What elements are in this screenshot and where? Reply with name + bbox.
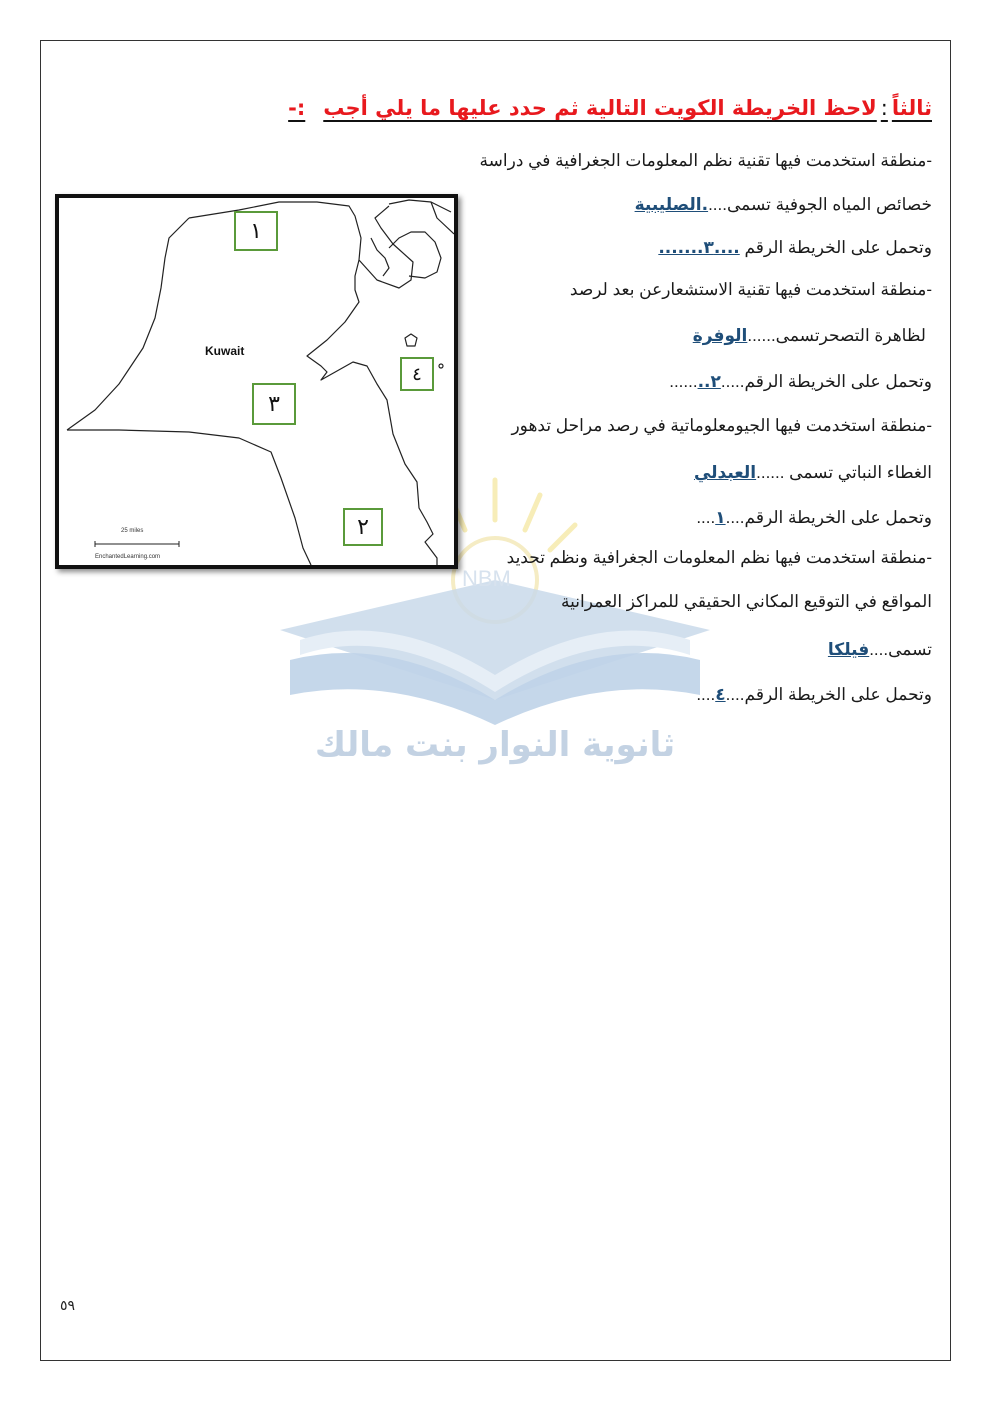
q2-line3-text: وتحمل على الخريطة الرقم..... bbox=[720, 372, 932, 391]
q1-answer-name: .الصليبية bbox=[634, 195, 709, 215]
q3-line3 bbox=[696, 508, 932, 528]
q3-answer-name: العبدلي bbox=[693, 463, 757, 483]
q4-answer-number: ٤ bbox=[715, 685, 726, 705]
watermark-nbm-text: NBM bbox=[462, 566, 511, 591]
q2-answer-number: ٢.. bbox=[697, 372, 721, 392]
q3-line3-text: وتحمل على الخريطة الرقم.... bbox=[725, 508, 932, 527]
q4-line3-text: وتحمل على الخريطة الرقم.... bbox=[725, 685, 932, 704]
map-marker-4: ٤ bbox=[400, 357, 434, 391]
map-country-label: Kuwait bbox=[205, 344, 245, 358]
q2-line3-tail: ...... bbox=[669, 372, 698, 391]
q4-line1: -منطقة استخدمت فيها نظم المعلومات الجغرافية ونظم تحديد bbox=[506, 548, 932, 567]
q4-line2 bbox=[828, 640, 932, 660]
map-marker-3: ٣ bbox=[252, 383, 296, 425]
q3-line2 bbox=[694, 463, 932, 483]
title-prefix: ثالثاً bbox=[891, 96, 932, 120]
q1-line1: -منطقة استخدمت فيها تقنية نظم المعلومات الجغرافية في دراسة bbox=[479, 151, 932, 170]
q1-line3 bbox=[658, 238, 932, 258]
q4-answer-name: فيلكا bbox=[827, 640, 870, 660]
q1-line2 bbox=[635, 195, 932, 215]
map-scale-label: 25 miles bbox=[121, 528, 144, 534]
q4-line3-tail: .... bbox=[696, 685, 716, 704]
q4-line3 bbox=[696, 685, 932, 705]
title-separator: : bbox=[880, 96, 888, 120]
map-marker-2: ٢ bbox=[343, 508, 383, 546]
q1-line3-text: وتحمل على الخريطة الرقم bbox=[739, 238, 932, 257]
q3-line3-tail: .... bbox=[696, 508, 716, 527]
q3-line1: -منطقة استخدمت فيها الجيومعلوماتية في رصد مراحل تدهور bbox=[511, 416, 932, 435]
q1-line2-text: خصائص المياه الجوفية تسمى.... bbox=[708, 195, 932, 214]
kuwait-outline-icon bbox=[59, 198, 454, 565]
page-number: ٥٩ bbox=[60, 1298, 76, 1314]
q1-answer-number: ....٣....... bbox=[658, 238, 740, 258]
q2-line3 bbox=[669, 372, 932, 392]
section-title bbox=[272, 96, 932, 120]
title-tail: :- bbox=[288, 96, 306, 120]
map-marker-1: ١ bbox=[234, 211, 278, 251]
q3-answer-number: ١ bbox=[715, 508, 726, 528]
q4-line1b: المواقع في التوقيع المكاني الحقيقي للمراكز العمرانية bbox=[561, 592, 932, 611]
title-main: لاحظ الخريطة الكويت التالية ثم حدد عليها ما يلي أجب bbox=[323, 96, 877, 120]
q2-line1: -منطقة استخدمت فيها تقنية الاستشعارعن بعد لرصد bbox=[569, 280, 932, 299]
q2-line2 bbox=[693, 326, 926, 346]
q4-line2-text: تسمى.... bbox=[869, 640, 932, 659]
watermark-school-name: ثانوية النوار بنت مالك bbox=[314, 725, 676, 765]
q3-line2-text: الغطاء النباتي تسمى ...... bbox=[756, 463, 932, 482]
map-credit: EnchantedLearning.com bbox=[95, 554, 161, 560]
q2-line2-text: لظاهرة التصحرتسمى...... bbox=[747, 326, 926, 345]
q2-answer-name: الوفرة bbox=[692, 326, 748, 346]
kuwait-map bbox=[55, 194, 458, 569]
